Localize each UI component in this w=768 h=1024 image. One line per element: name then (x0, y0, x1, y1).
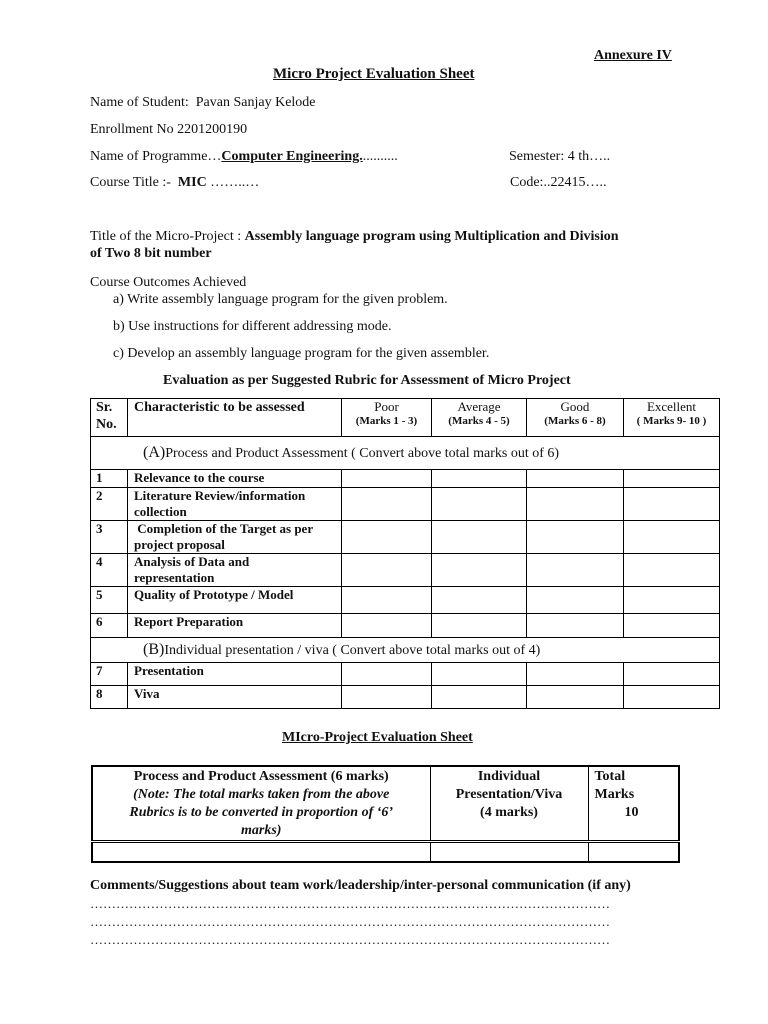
table-row (91, 554, 720, 587)
level-name: Poor (374, 399, 399, 414)
row-number: 4 (91, 554, 128, 587)
score-cell[interactable] (432, 488, 527, 521)
criterion-line2: project proposal (134, 537, 225, 552)
criterion-line2: collection (134, 504, 187, 519)
programme-dots: .......... (362, 149, 398, 164)
score-cell[interactable] (527, 470, 624, 488)
micro-project-title-line2: of Two 8 bit number (90, 246, 212, 261)
score-cell[interactable] (527, 614, 624, 638)
section-b-heading (91, 638, 720, 663)
student-name-label: Name of Student: (90, 95, 189, 110)
course-title-row (90, 175, 259, 191)
level-range: ( Marks 9- 10 ) (636, 415, 707, 427)
score-cell[interactable] (527, 521, 624, 554)
rubric-table (90, 398, 720, 709)
score-cell[interactable] (624, 554, 720, 587)
course-code: Code:..22415….. (510, 175, 607, 190)
criterion: Quality of Prototype / Model (128, 587, 342, 614)
score-cell[interactable] (624, 488, 720, 521)
comments-heading: Comments/Suggestions about team work/leadership/inter-personal communication (if any) (90, 878, 631, 893)
summary-table (91, 765, 680, 863)
micro-project-title-label: Title of the Micro-Project : (90, 229, 242, 244)
criterion-line1: Literature Review/information (134, 488, 306, 503)
course-outcomes-heading: Course Outcomes Achieved (90, 275, 247, 290)
section-b-tag: (B) (143, 641, 165, 658)
criterion: Viva (128, 686, 342, 709)
process-header-note-line3: marks) (241, 823, 282, 838)
criterion: Presentation (128, 663, 342, 686)
level-header-excellent (624, 399, 720, 437)
criterion: Relevance to the course (128, 470, 342, 488)
total-header-line2: Marks (594, 787, 635, 802)
score-cell[interactable] (624, 663, 720, 686)
outcome-item: b) Use instructions for different addressing mode. (113, 319, 392, 334)
score-cell[interactable] (432, 663, 527, 686)
score-cell[interactable] (432, 614, 527, 638)
outcome-item: c) Develop an assembly language program for the given assembler. (113, 346, 490, 361)
score-cell[interactable] (527, 686, 624, 709)
score-cell[interactable] (342, 521, 432, 554)
level-range: (Marks 4 - 5) (448, 415, 510, 427)
level-header-average (432, 399, 527, 437)
annexure-label: Annexure IV (594, 48, 672, 63)
comment-line[interactable]: ………………………………………………………………………………………………………… (90, 932, 610, 947)
criterion-line2: representation (134, 570, 215, 585)
score-cell[interactable] (527, 663, 624, 686)
row-number: 5 (91, 587, 128, 614)
table-row (91, 686, 720, 709)
course-title-value: MIC (177, 175, 207, 190)
level-name: Good (560, 399, 590, 414)
table-row (91, 587, 720, 614)
table-row (91, 470, 720, 488)
level-header-good (527, 399, 624, 437)
micro-project-title-line1: Assembly language program using Multiplication and Division (244, 229, 619, 244)
score-cell[interactable] (624, 614, 720, 638)
score-cell[interactable] (527, 488, 624, 521)
row-number: 1 (91, 470, 128, 488)
sr-header-line1: Sr. (96, 400, 113, 415)
process-header-note-line2: Rubrics is to be converted in proportion of ‘6’ (129, 805, 394, 820)
comment-line[interactable]: ………………………………………………………………………………………………………… (90, 914, 610, 929)
process-marks-cell[interactable] (92, 842, 430, 862)
score-cell[interactable] (432, 521, 527, 554)
section-b-text: Individual presentation / viva ( Convert above total marks out of 4) (164, 643, 541, 658)
total-marks-header (588, 766, 679, 842)
rubric-header-row (91, 399, 720, 437)
score-cell[interactable] (624, 686, 720, 709)
score-cell[interactable] (432, 686, 527, 709)
student-name-row (90, 95, 316, 111)
score-cell[interactable] (527, 554, 624, 587)
total-header-line1: Total (594, 769, 626, 784)
criterion (128, 488, 342, 521)
presentation-header-line3: (4 marks) (480, 805, 538, 820)
table-row (91, 614, 720, 638)
level-range: (Marks 6 - 8) (544, 415, 606, 427)
section-a-text: Process and Product Assessment ( Convert above total marks out of 6) (165, 446, 560, 461)
row-number: 2 (91, 488, 128, 521)
presentation-header-line1: Individual (477, 769, 541, 784)
row-number: 8 (91, 686, 128, 709)
level-name: Average (457, 399, 501, 414)
score-cell[interactable] (342, 587, 432, 614)
score-cell[interactable] (432, 587, 527, 614)
score-cell[interactable] (624, 470, 720, 488)
sr-no-header (91, 399, 128, 437)
section-a-tag: (A) (143, 444, 166, 461)
score-cell[interactable] (342, 554, 432, 587)
programme-row (90, 149, 398, 165)
course-title-label: Course Title :- (90, 175, 171, 190)
total-marks-cell[interactable] (588, 842, 679, 862)
summary-header-row (92, 766, 679, 842)
score-cell[interactable] (432, 554, 527, 587)
summary-input-row (92, 842, 679, 862)
table-row (91, 488, 720, 521)
score-cell[interactable] (624, 587, 720, 614)
level-header-poor (342, 399, 432, 437)
criterion (128, 521, 342, 554)
table-row (91, 663, 720, 686)
course-title-dots: ……..… (210, 175, 260, 190)
row-number: 3 (91, 521, 128, 554)
micro-project-title-row (90, 229, 619, 245)
programme-value: Computer Engineering. (221, 149, 363, 164)
score-cell[interactable] (342, 488, 432, 521)
table-row (91, 521, 720, 554)
score-cell[interactable] (342, 686, 432, 709)
level-name: Excellent (646, 399, 697, 414)
characteristic-header: Characteristic to be assessed (128, 399, 342, 437)
semester: Semester: 4 th….. (509, 149, 611, 164)
section-a-row (91, 437, 720, 470)
individual-presentation-header (430, 766, 588, 842)
programme-label: Name of Programme… (90, 149, 222, 164)
process-header-note-line1: (Note: The total marks taken from the above (133, 787, 390, 802)
criterion-line1: Completion of the Target as per (134, 521, 314, 536)
total-header-line3: 10 (624, 805, 639, 820)
score-cell[interactable] (342, 470, 432, 488)
score-cell[interactable] (432, 470, 527, 488)
comment-line[interactable]: ………………………………………………………………………………………………………… (90, 896, 610, 911)
page-title: Micro Project Evaluation Sheet (273, 66, 475, 82)
rubric-title: Evaluation as per Suggested Rubric for Assessment of Micro Project (163, 373, 571, 388)
score-cell[interactable] (624, 521, 720, 554)
section-b-row (91, 638, 720, 663)
criterion-line1: Analysis of Data and (134, 554, 250, 569)
score-cell[interactable] (342, 614, 432, 638)
score-cell[interactable] (527, 587, 624, 614)
criterion: Report Preparation (128, 614, 342, 638)
process-header-line1: Process and Product Assessment (6 marks) (133, 769, 389, 784)
sr-header-line2: No. (96, 417, 117, 432)
row-number: 7 (91, 663, 128, 686)
level-range: (Marks 1 - 3) (355, 415, 418, 427)
outcome-item: a) Write assembly language program for the given problem. (113, 292, 448, 307)
section-a-heading (91, 437, 720, 470)
criterion (128, 554, 342, 587)
student-name-value: Pavan Sanjay Kelode (195, 95, 316, 110)
presentation-header-line2: Presentation/Viva (455, 787, 563, 802)
summary-title: MIcro-Project Evaluation Sheet (282, 730, 473, 745)
row-number: 6 (91, 614, 128, 638)
presentation-marks-cell[interactable] (430, 842, 588, 862)
process-assessment-header (92, 766, 430, 842)
score-cell[interactable] (342, 663, 432, 686)
enrollment-number: Enrollment No 2201200190 (90, 122, 248, 137)
